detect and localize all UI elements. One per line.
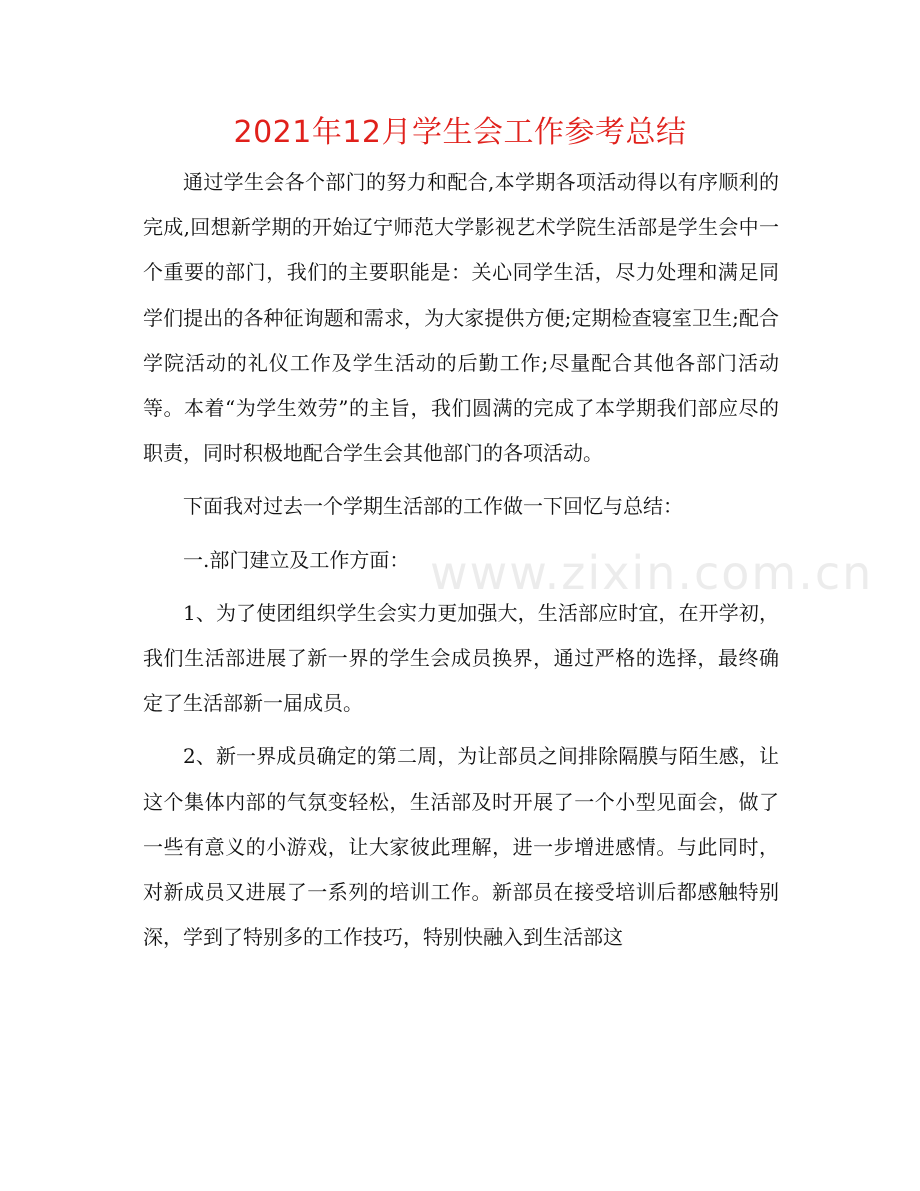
watermark: www.zixin.com.cn — [430, 546, 874, 600]
document-body — [143, 160, 779, 968]
document-title: 2021年12月学生会工作参考总结 — [233, 115, 687, 150]
paragraph-section-heading: 一.部门建立及工作方面： — [183, 547, 410, 572]
paragraph-item-1: 1、为了使团组织学生会实力更加强大，生活部应时宜，在开学初，我们生活部进展了新一界的学生会成员换界，通过严格的选择，最终确定了生活部新一届成员。 — [143, 600, 779, 716]
paragraph-intro: 通过学生会各个部门的努力和配合,本学期各项活动得以有序顺利的完成,回想新学期的开始辽宁师范大学影视艺术学院生活部是学生会中一个重要的部门，我们的主要职能是：关心同学生活，尽力处理和满足同学们提出的各种征询题和需求，为大家提供方便;定期检查寝室卫生;配合学院活动的礼仪工作及学生活动的后勤工作;尽量配合其他各部门活动等。本着“为学生效劳”的主旨，我们圆满的完成了本学期我们部应尽的职责，同时积极地配合学生会其他部门的各项活动。 — [143, 170, 779, 466]
paragraph-review-lead: 下面我对过去一个学期生活部的工作做一下回忆与总结： — [183, 494, 683, 519]
paragraph-item-2: 2、新一界成员确定的第二周，为让部员之间排除隔膜与陌生感，让这个集体内部的气氛变轻松，生活部及时开展了一个小型见面会，做了一些有意义的小游戏，让大家彼此理解，进一步增进感情。与此同时，对新成员又进展了一系列的培训工作。新部员在接受培训后都感触特别深，学到了特别多的工作技巧，特别快融入到生活部这 — [143, 744, 779, 950]
